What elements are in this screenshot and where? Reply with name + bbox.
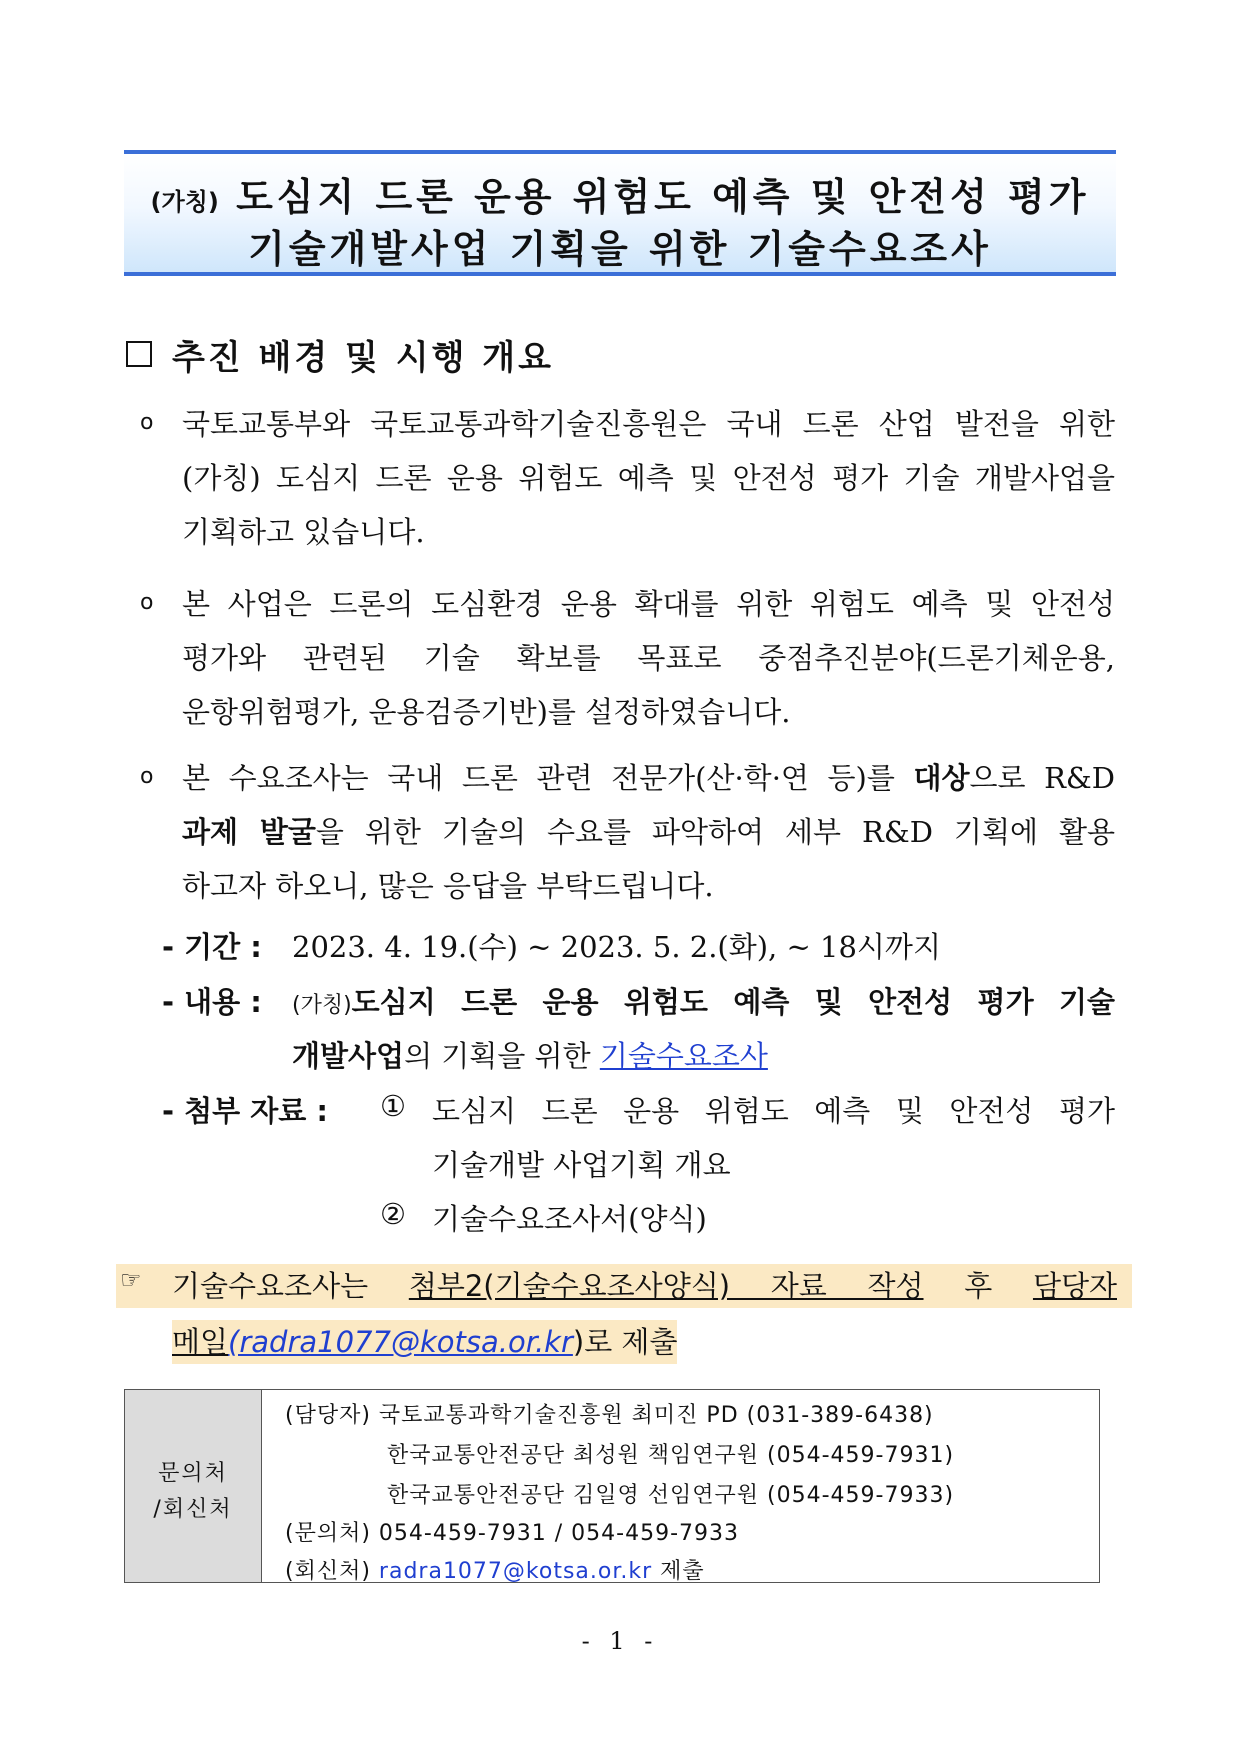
content-bold-project: 개발사업 <box>292 1039 405 1073</box>
paragraph-2-line-1: 본 사업은 드론의 도심환경 운용 확대를 위한 위험도 예측 및 안전성 <box>182 587 1115 621</box>
attachment-1-line-1: 도심지 드론 운용 위험도 예측 및 안전성 평가 <box>432 1094 1115 1128</box>
section-heading <box>126 330 554 379</box>
paragraph-2-line-3: 운항위험평가, 운용검증기반)를 설정하였습니다. <box>182 695 791 729</box>
contact-row-researcher-2: 한국교통안전공단 김일영 선임연구원 (054-459-7933) <box>387 1483 955 1508</box>
paragraph-3-bold-target: 대상 <box>913 761 970 795</box>
title-text-1: 도심지 드론 운용 위험도 예측 및 안전성 평가 <box>236 175 1090 219</box>
content-text-1: 도심지 드론 운용 위험도 예측 및 안전성 평가 기술 <box>351 985 1115 1019</box>
notice-underline-attachment: 첨부2(기술수요조사양식) 자료 작성 <box>408 1269 924 1303</box>
notice-underline-manager: 담당자 <box>1032 1269 1117 1303</box>
paragraph-1-line-2: (가칭) 도심지 드론 운용 위험도 예측 및 안전성 평가 기술 개발사업을 <box>182 461 1115 495</box>
content-line-2 <box>292 1034 768 1075</box>
contact-row-manager: (담당자) 국토교통과학기술진흥원 최미진 PD (031-389-6438) <box>285 1403 934 1428</box>
title-line-1 <box>124 166 1116 221</box>
survey-link[interactable]: 기술수요조사 <box>599 1039 768 1073</box>
reply-prefix: (회신처) <box>285 1559 379 1584</box>
attachment-label: - 첨부 자료 : <box>162 1094 328 1128</box>
bullet-icon: o <box>140 410 154 435</box>
contact-label-1: 문의처 <box>158 1461 228 1486</box>
notice-email-link[interactable]: (radra1077@kotsa.or.kr <box>228 1325 573 1359</box>
attachment-1-number: ① <box>380 1089 406 1123</box>
title-box <box>124 150 1116 276</box>
notice-text-c: 후 <box>923 1269 1033 1303</box>
bullet-icon: o <box>140 590 154 615</box>
contact-label-cell <box>125 1390 262 1582</box>
title-line-2: 기술개발사업 기획을 위한 기술수요조사 <box>248 227 992 271</box>
paragraph-3-text-a: 본 수요조사는 국내 드론 관련 전문가(산·학·연 등)를 <box>182 761 914 795</box>
checkbox-square-icon <box>126 341 152 367</box>
contact-label-2: /회신처 <box>153 1497 233 1522</box>
notice-text-a: 기술수요조사는 <box>172 1269 409 1303</box>
notice-line-2 <box>172 1320 677 1364</box>
paragraph-1-line-1: 국토교통부와 국토교통과학기술진흥원은 국내 드론 산업 발전을 위한 <box>182 407 1115 441</box>
pointing-hand-icon: ☞ <box>120 1266 142 1294</box>
title-prefix: (가칭) <box>150 188 219 216</box>
paragraph-3-bold-task: 과제 발굴 <box>182 815 316 849</box>
page-number: - 1 - <box>581 1627 659 1655</box>
notice-line-1 <box>172 1264 1117 1305</box>
content-text-2: 의 기획을 위한 <box>404 1039 600 1073</box>
period-value: 2023. 4. 19.(수) ~ 2023. 5. 2.(화), ~ 18시까지 <box>292 930 941 964</box>
paragraph-3-text-c: 으로 R&D <box>969 761 1115 795</box>
contact-row-reply <box>285 1554 705 1585</box>
content-line-1 <box>292 980 1115 1021</box>
paragraph-3-line-2 <box>182 810 1115 851</box>
paragraph-1-line-3: 기획하고 있습니다. <box>182 515 425 549</box>
paragraph-3-line-1 <box>182 756 1115 797</box>
notice-text-submit: )로 제출 <box>572 1325 678 1359</box>
paragraph-3-text-d: 을 위한 기술의 수요를 파악하여 세부 R&D 기획에 활용 <box>315 815 1115 849</box>
contact-row-researcher-1: 한국교통안전공단 최성원 책임연구원 (054-459-7931) <box>387 1443 955 1468</box>
attachment-1-line-2: 기술개발 사업기획 개요 <box>432 1148 731 1182</box>
attachment-2-text: 기술수요조사서(양식) <box>432 1202 707 1236</box>
reply-suffix: 제출 <box>652 1559 705 1584</box>
paragraph-2-line-2: 평가와 관련된 기술 확보를 목표로 중점추진분야(드론기체운용, <box>182 641 1115 675</box>
attachment-2-number: ② <box>380 1197 406 1231</box>
content-label: - 내용 : <box>162 985 262 1019</box>
content-prefix: (가칭) <box>292 993 352 1018</box>
contact-table <box>124 1389 1100 1583</box>
contact-row-inquiry: (문의처) 054-459-7931 / 054-459-7933 <box>285 1521 740 1546</box>
notice-mail-label: 메일 <box>172 1325 229 1359</box>
reply-email-link[interactable]: radra1077@kotsa.or.kr <box>378 1559 653 1584</box>
section-heading-text: 추진 배경 및 시행 개요 <box>172 338 554 378</box>
bullet-icon: o <box>140 764 154 789</box>
period-label: - 기간 : <box>162 930 262 964</box>
paragraph-3-line-3: 하고자 하오니, 많은 응답을 부탁드립니다. <box>182 869 714 903</box>
